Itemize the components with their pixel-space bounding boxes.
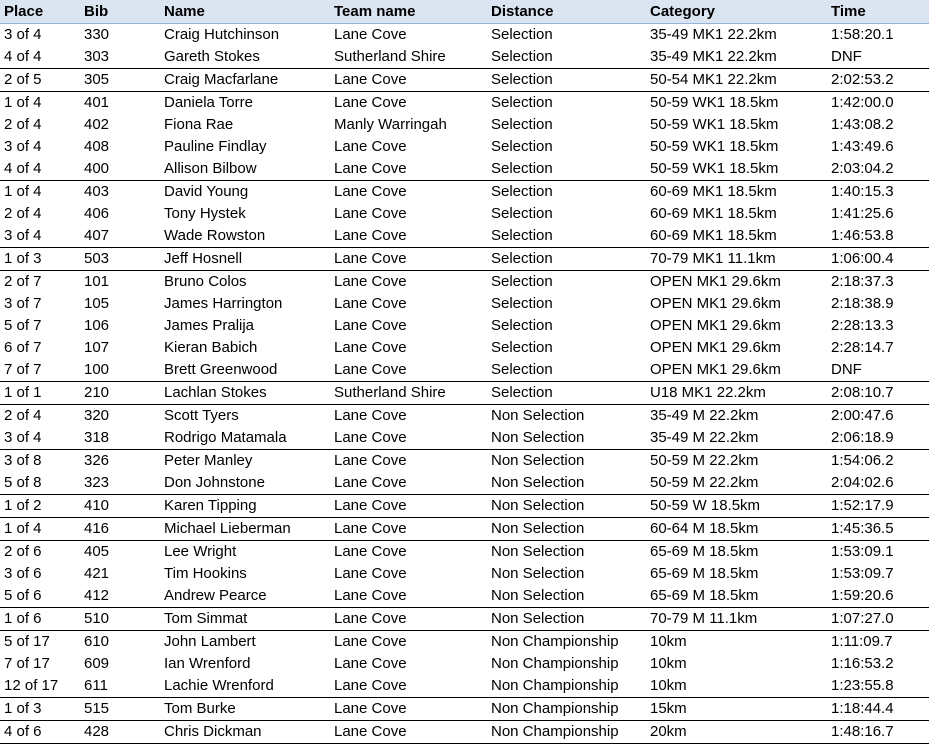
team-cell: Lane Cove bbox=[330, 608, 487, 631]
team-cell: Lane Cove bbox=[334, 339, 407, 356]
time-cell: 2:06:18.9 bbox=[831, 429, 894, 446]
bib-cell: 106 bbox=[84, 317, 110, 334]
distance-cell: Non Selection bbox=[491, 474, 585, 491]
bib-cell: 402 bbox=[84, 116, 110, 133]
name-cell: Chris Dickman bbox=[160, 721, 330, 744]
team-cell: Lane Cove bbox=[330, 181, 487, 204]
team-cell: Lane Cove bbox=[330, 450, 487, 473]
table-row bbox=[0, 698, 929, 721]
table-row bbox=[0, 563, 929, 585]
category-cell: OPEN MK1 29.6km bbox=[650, 339, 781, 356]
name-cell: David Young bbox=[160, 181, 330, 204]
place-cell: 2 of 5 bbox=[0, 69, 80, 92]
distance-cell: Selection bbox=[487, 271, 646, 294]
distance-cell: Selection bbox=[491, 317, 553, 334]
distance-cell: Non Selection bbox=[487, 608, 646, 631]
time-cell: DNF bbox=[831, 361, 862, 378]
bib-cell: 609 bbox=[84, 655, 110, 672]
time-cell: DNF bbox=[831, 48, 862, 65]
place-cell: 3 of 6 bbox=[4, 565, 42, 582]
team-cell: Lane Cove bbox=[334, 160, 407, 177]
category-cell: 10km bbox=[646, 631, 827, 654]
team-cell: Lane Cove bbox=[330, 92, 487, 115]
category-cell: OPEN MK1 29.6km bbox=[650, 295, 781, 312]
name-cell: Tom Burke bbox=[160, 698, 330, 721]
bib-cell: 105 bbox=[84, 295, 110, 312]
team-cell: Lane Cove bbox=[330, 405, 487, 428]
time-cell: 2:18:38.9 bbox=[831, 295, 894, 312]
column-header-distance: Distance bbox=[487, 0, 646, 24]
time-cell: 1:43:49.6 bbox=[831, 138, 894, 155]
table-row bbox=[0, 92, 929, 115]
name-cell: Rodrigo Matamala bbox=[164, 429, 287, 446]
category-cell: 60-64 M 18.5km bbox=[646, 518, 827, 541]
time-cell: 1:48:16.7 bbox=[827, 721, 929, 744]
table-row bbox=[0, 69, 929, 92]
bib-cell: 510 bbox=[80, 608, 160, 631]
name-cell: Lachlan Stokes bbox=[160, 382, 330, 405]
place-cell: 3 of 8 bbox=[0, 450, 80, 473]
category-cell: 50-59 WK1 18.5km bbox=[650, 160, 779, 177]
column-header-place: Place bbox=[0, 0, 80, 24]
bib-cell: 303 bbox=[84, 48, 110, 65]
team-cell: Lane Cove bbox=[330, 248, 487, 271]
time-cell: 1:11:09.7 bbox=[827, 631, 929, 654]
category-cell: 50-59 W 18.5km bbox=[646, 495, 827, 518]
place-cell: 1 of 4 bbox=[0, 92, 80, 115]
bib-cell: 428 bbox=[80, 721, 160, 744]
place-cell: 1 of 1 bbox=[0, 382, 80, 405]
distance-cell: Selection bbox=[487, 69, 646, 92]
team-cell: Lane Cove bbox=[334, 295, 407, 312]
category-cell: 60-69 MK1 18.5km bbox=[646, 181, 827, 204]
bib-cell: 107 bbox=[84, 339, 110, 356]
name-cell: Pauline Findlay bbox=[164, 138, 267, 155]
table-row bbox=[0, 203, 929, 225]
category-cell: U18 MK1 22.2km bbox=[646, 382, 827, 405]
table-row bbox=[0, 675, 929, 698]
table-row bbox=[0, 495, 929, 518]
name-cell: Allison Bilbow bbox=[164, 160, 257, 177]
name-cell: Tim Hookins bbox=[164, 565, 247, 582]
category-cell: 50-54 MK1 22.2km bbox=[646, 69, 827, 92]
distance-cell: Non Championship bbox=[487, 721, 646, 744]
category-cell: 60-69 MK1 18.5km bbox=[650, 227, 777, 244]
distance-cell: Selection bbox=[491, 138, 553, 155]
table-row bbox=[0, 608, 929, 631]
time-cell: 1:52:17.9 bbox=[827, 495, 929, 518]
bib-cell: 403 bbox=[80, 181, 160, 204]
time-cell: 1:40:15.3 bbox=[827, 181, 929, 204]
distance-cell: Non Selection bbox=[487, 518, 646, 541]
bib-cell: 405 bbox=[80, 541, 160, 564]
distance-cell: Selection bbox=[491, 116, 553, 133]
name-cell: Michael Lieberman bbox=[160, 518, 330, 541]
name-cell: John Lambert bbox=[160, 631, 330, 654]
team-cell: Lane Cove bbox=[334, 361, 407, 378]
column-header-name: Name bbox=[160, 0, 330, 24]
place-cell: 4 of 4 bbox=[4, 160, 42, 177]
distance-cell: Non Selection bbox=[491, 429, 585, 446]
category-cell: OPEN MK1 29.6km bbox=[646, 271, 827, 294]
bib-cell: 416 bbox=[80, 518, 160, 541]
bib-cell: 210 bbox=[80, 382, 160, 405]
bib-cell: 412 bbox=[84, 587, 110, 604]
team-cell: Lane Cove bbox=[334, 587, 407, 604]
name-cell: Karen Tipping bbox=[160, 495, 330, 518]
bib-cell: 305 bbox=[80, 69, 160, 92]
name-cell: Brett Greenwood bbox=[164, 361, 278, 378]
name-cell: James Harrington bbox=[164, 295, 283, 312]
name-cell: Scott Tyers bbox=[160, 405, 330, 428]
table-row bbox=[0, 158, 929, 181]
team-cell: Lane Cove bbox=[334, 474, 407, 491]
category-cell: 50-59 M 22.2km bbox=[646, 450, 827, 473]
distance-cell: Non Championship bbox=[487, 631, 646, 654]
place-cell: 7 of 7 bbox=[4, 361, 42, 378]
place-cell: 3 of 4 bbox=[4, 429, 42, 446]
place-cell: 1 of 2 bbox=[0, 495, 80, 518]
name-cell: Andrew Pearce bbox=[164, 587, 267, 604]
team-cell: Lane Cove bbox=[330, 495, 487, 518]
time-cell: 2:04:02.6 bbox=[831, 474, 894, 491]
bib-cell: 400 bbox=[84, 160, 110, 177]
time-cell: 1:07:27.0 bbox=[827, 608, 929, 631]
bib-cell: 318 bbox=[84, 429, 110, 446]
name-cell: Lee Wright bbox=[160, 541, 330, 564]
bib-cell: 100 bbox=[84, 361, 110, 378]
bib-cell: 330 bbox=[84, 26, 110, 43]
category-cell: 35-49 MK1 22.2km bbox=[650, 26, 777, 43]
place-cell: 2 of 4 bbox=[0, 405, 80, 428]
place-cell: 5 of 6 bbox=[4, 587, 42, 604]
team-cell: Lane Cove bbox=[334, 227, 407, 244]
distance-cell: Selection bbox=[487, 181, 646, 204]
place-cell: 5 of 17 bbox=[0, 631, 80, 654]
table-row bbox=[0, 46, 929, 69]
category-cell: 50-59 WK1 18.5km bbox=[650, 138, 779, 155]
distance-cell: Selection bbox=[491, 48, 553, 65]
distance-cell: Non Selection bbox=[487, 541, 646, 564]
team-cell: Lane Cove bbox=[330, 541, 487, 564]
place-cell: 4 of 6 bbox=[0, 721, 80, 744]
category-cell: 50-59 WK1 18.5km bbox=[650, 116, 779, 133]
bib-cell: 611 bbox=[84, 677, 108, 694]
category-cell: 60-69 MK1 18.5km bbox=[650, 205, 777, 222]
name-cell: Bruno Colos bbox=[160, 271, 330, 294]
bib-cell: 515 bbox=[80, 698, 160, 721]
table-row bbox=[0, 225, 929, 248]
place-cell: 3 of 4 bbox=[4, 138, 42, 155]
team-cell: Sutherland Shire bbox=[330, 382, 487, 405]
time-cell: 1:42:00.0 bbox=[827, 92, 929, 115]
table-row bbox=[0, 382, 929, 405]
column-header-team: Team name bbox=[330, 0, 487, 24]
table-row bbox=[0, 405, 929, 428]
table-row bbox=[0, 24, 929, 47]
place-cell: 7 of 17 bbox=[4, 655, 50, 672]
category-cell: 50-59 M 22.2km bbox=[650, 474, 759, 491]
table-row bbox=[0, 653, 929, 675]
team-cell: Lane Cove bbox=[334, 655, 407, 672]
name-cell: Ian Wrenford bbox=[164, 655, 251, 672]
table-row bbox=[0, 585, 929, 608]
team-cell: Lane Cove bbox=[330, 631, 487, 654]
distance-cell: Selection bbox=[491, 295, 553, 312]
distance-cell: Selection bbox=[491, 160, 553, 177]
place-cell: 12 of 17 bbox=[4, 677, 59, 694]
name-cell: Gareth Stokes bbox=[164, 48, 260, 65]
time-cell: 2:02:53.2 bbox=[827, 69, 929, 92]
name-cell: Lachie Wrenford bbox=[164, 677, 274, 694]
name-cell: Peter Manley bbox=[160, 450, 330, 473]
distance-cell: Non Selection bbox=[487, 450, 646, 473]
time-cell: 2:00:47.6 bbox=[827, 405, 929, 428]
name-cell: Tony Hystek bbox=[164, 205, 246, 222]
category-cell: 10km bbox=[650, 655, 687, 672]
bib-cell: 421 bbox=[84, 565, 110, 582]
table-row bbox=[0, 293, 929, 315]
column-header-bib: Bib bbox=[80, 0, 160, 24]
name-cell: Fiona Rae bbox=[164, 116, 234, 133]
distance-cell: Selection bbox=[487, 248, 646, 271]
time-cell: 1:46:53.8 bbox=[831, 227, 894, 244]
team-cell: Lane Cove bbox=[330, 518, 487, 541]
distance-cell: Non Selection bbox=[491, 565, 585, 582]
team-cell: Lane Cove bbox=[334, 205, 407, 222]
category-cell: 35-49 MK1 22.2km bbox=[650, 48, 777, 65]
team-cell: Lane Cove bbox=[330, 721, 487, 744]
team-cell: Manly Warringah bbox=[334, 116, 447, 133]
place-cell: 2 of 6 bbox=[0, 541, 80, 564]
time-cell: 2:08:10.7 bbox=[827, 382, 929, 405]
bib-cell: 101 bbox=[80, 271, 160, 294]
team-cell: Sutherland Shire bbox=[334, 48, 446, 65]
time-cell: 2:03:04.2 bbox=[831, 160, 894, 177]
time-cell: 2:28:13.3 bbox=[831, 317, 894, 334]
place-cell: 4 of 4 bbox=[4, 48, 42, 65]
table-row bbox=[0, 518, 929, 541]
place-cell: 6 of 7 bbox=[4, 339, 42, 356]
category-cell: 70-79 M 11.1km bbox=[646, 608, 827, 631]
place-cell: 1 of 3 bbox=[0, 698, 80, 721]
place-cell: 5 of 7 bbox=[4, 317, 42, 334]
distance-cell: Selection bbox=[491, 26, 553, 43]
table-row bbox=[0, 248, 929, 271]
category-cell: 35-49 M 22.2km bbox=[650, 429, 759, 446]
category-cell: 35-49 M 22.2km bbox=[646, 405, 827, 428]
place-cell: 2 of 4 bbox=[4, 116, 42, 133]
category-cell: 65-69 M 18.5km bbox=[650, 587, 759, 604]
table-row bbox=[0, 136, 929, 158]
place-cell: 1 of 6 bbox=[0, 608, 80, 631]
table-row bbox=[0, 721, 929, 744]
category-cell: 70-79 MK1 11.1km bbox=[646, 248, 827, 271]
distance-cell: Selection bbox=[491, 361, 553, 378]
bib-cell: 610 bbox=[80, 631, 160, 654]
distance-cell: Selection bbox=[491, 339, 553, 356]
bib-cell: 407 bbox=[84, 227, 110, 244]
time-cell: 1:23:55.8 bbox=[831, 677, 894, 694]
table-row bbox=[0, 450, 929, 473]
time-cell: 1:06:00.4 bbox=[827, 248, 929, 271]
bib-cell: 326 bbox=[80, 450, 160, 473]
results-body bbox=[0, 24, 929, 744]
category-cell: 65-69 M 18.5km bbox=[646, 541, 827, 564]
table-row bbox=[0, 337, 929, 359]
team-cell: Lane Cove bbox=[330, 698, 487, 721]
bib-cell: 401 bbox=[80, 92, 160, 115]
table-row bbox=[0, 114, 929, 136]
name-cell: Jeff Hosnell bbox=[160, 248, 330, 271]
place-cell: 3 of 4 bbox=[4, 26, 42, 43]
category-cell: 50-59 WK1 18.5km bbox=[646, 92, 827, 115]
table-row bbox=[0, 181, 929, 204]
team-cell: Lane Cove bbox=[334, 138, 407, 155]
place-cell: 3 of 7 bbox=[4, 295, 42, 312]
place-cell: 1 of 4 bbox=[0, 518, 80, 541]
team-cell: Lane Cove bbox=[334, 565, 407, 582]
table-row bbox=[0, 472, 929, 495]
team-cell: Lane Cove bbox=[334, 26, 407, 43]
column-header-time: Time bbox=[827, 0, 929, 24]
distance-cell: Selection bbox=[487, 92, 646, 115]
time-cell: 1:54:06.2 bbox=[827, 450, 929, 473]
team-cell: Lane Cove bbox=[330, 69, 487, 92]
table-row bbox=[0, 631, 929, 654]
place-cell: 5 of 8 bbox=[4, 474, 42, 491]
table-row bbox=[0, 427, 929, 450]
bib-cell: 323 bbox=[84, 474, 110, 491]
distance-cell: Non Championship bbox=[487, 698, 646, 721]
table-row bbox=[0, 541, 929, 564]
bib-cell: 503 bbox=[80, 248, 160, 271]
time-cell: 2:28:14.7 bbox=[831, 339, 894, 356]
distance-cell: Selection bbox=[491, 227, 553, 244]
table-row bbox=[0, 315, 929, 337]
place-cell: 1 of 3 bbox=[0, 248, 80, 271]
distance-cell: Non Championship bbox=[491, 655, 619, 672]
time-cell: 1:45:36.5 bbox=[827, 518, 929, 541]
time-cell: 1:58:20.1 bbox=[831, 26, 894, 43]
category-cell: 10km bbox=[650, 677, 687, 694]
distance-cell: Non Selection bbox=[491, 587, 585, 604]
time-cell: 1:53:09.1 bbox=[827, 541, 929, 564]
column-header-category: Category bbox=[646, 0, 827, 24]
name-cell: James Pralija bbox=[164, 317, 255, 334]
name-cell: Don Johnstone bbox=[164, 474, 265, 491]
team-cell: Lane Cove bbox=[334, 317, 407, 334]
time-cell: 1:16:53.2 bbox=[831, 655, 894, 672]
team-cell: Lane Cove bbox=[330, 271, 487, 294]
name-cell: Kieran Babich bbox=[164, 339, 258, 356]
place-cell: 2 of 7 bbox=[0, 271, 80, 294]
table-row bbox=[0, 359, 929, 382]
place-cell: 1 of 4 bbox=[0, 181, 80, 204]
time-cell: 1:53:09.7 bbox=[831, 565, 894, 582]
header-row bbox=[0, 0, 929, 24]
name-cell: Daniela Torre bbox=[160, 92, 330, 115]
category-cell: 65-69 M 18.5km bbox=[650, 565, 759, 582]
name-cell: Wade Rowston bbox=[164, 227, 266, 244]
team-cell: Lane Cove bbox=[334, 429, 407, 446]
distance-cell: Selection bbox=[487, 382, 646, 405]
name-cell: Craig Macfarlane bbox=[160, 69, 330, 92]
time-cell: 1:59:20.6 bbox=[831, 587, 894, 604]
table-row bbox=[0, 271, 929, 294]
category-cell: 20km bbox=[646, 721, 827, 744]
name-cell: Craig Hutchinson bbox=[164, 26, 280, 43]
bib-cell: 410 bbox=[80, 495, 160, 518]
place-cell: 3 of 4 bbox=[4, 227, 42, 244]
category-cell: OPEN MK1 29.6km bbox=[650, 361, 781, 378]
name-cell: Tom Simmat bbox=[160, 608, 330, 631]
bib-cell: 406 bbox=[84, 205, 110, 222]
distance-cell: Non Championship bbox=[491, 677, 619, 694]
time-cell: 2:18:37.3 bbox=[827, 271, 929, 294]
time-cell: 1:41:25.6 bbox=[831, 205, 894, 222]
place-cell: 2 of 4 bbox=[4, 205, 42, 222]
bib-cell: 320 bbox=[80, 405, 160, 428]
bib-cell: 408 bbox=[84, 138, 110, 155]
distance-cell: Non Selection bbox=[487, 405, 646, 428]
time-cell: 1:18:44.4 bbox=[827, 698, 929, 721]
category-cell: 15km bbox=[646, 698, 827, 721]
team-cell: Lane Cove bbox=[334, 677, 407, 694]
time-cell: 1:43:08.2 bbox=[831, 116, 894, 133]
distance-cell: Selection bbox=[491, 205, 553, 222]
category-cell: OPEN MK1 29.6km bbox=[650, 317, 781, 334]
distance-cell: Non Selection bbox=[487, 495, 646, 518]
